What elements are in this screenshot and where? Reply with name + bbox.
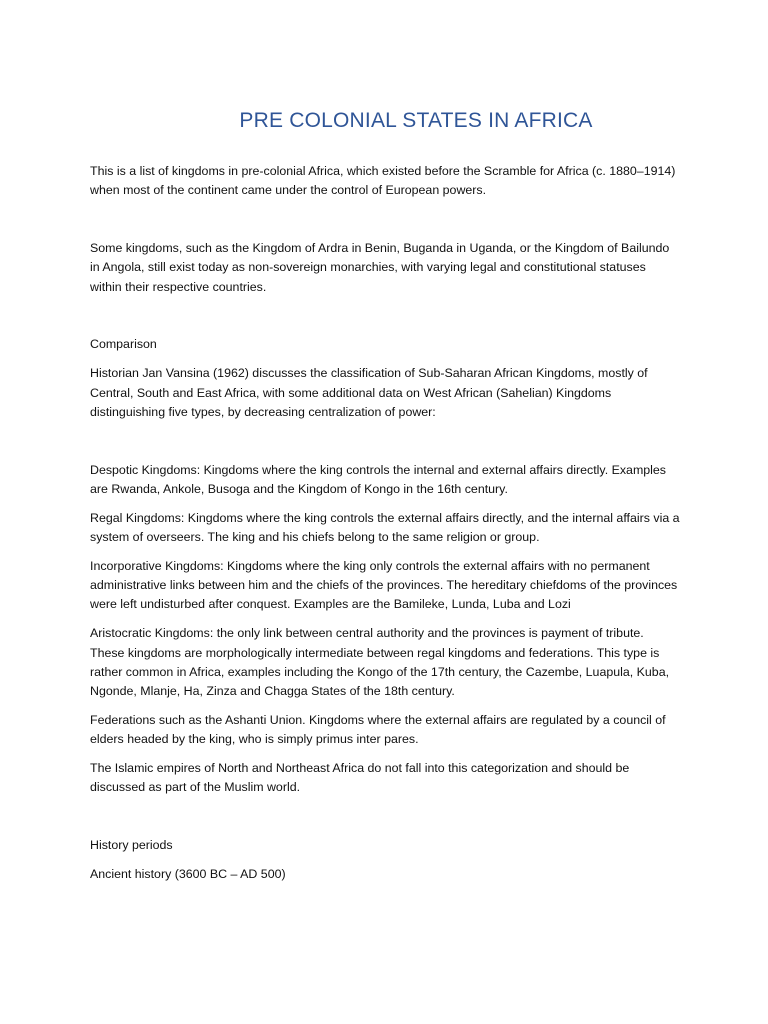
vansina-paragraph: Historian Jan Vansina (1962) discusses the classification of Sub-Saharan African Kingdoms, mostly of Central, South and East Africa, with some additional data on West African (Sahelian) Kingdoms distinguishing five types, by decreasing centralization of power: (90, 366, 648, 419)
document-body (90, 162, 680, 884)
intro-paragraph: This is a list of kingdoms in pre-colonial Africa, which existed before the Scramble for Africa (c. 1880–1914) when most of the continent came under the control of European powers. (90, 164, 676, 198)
ancient-history-heading: Ancient history (3600 BC – AD 500) (90, 866, 286, 881)
despotic-kingdoms-paragraph: Despotic Kingdoms: Kingdoms where the king controls the internal and external affairs directly. Examples are Rwanda, Ankole, Busoga and the Kingdom of Kongo in the 16th century. (90, 462, 666, 496)
history-periods-heading: History periods (90, 838, 173, 853)
existing-kingdoms-paragraph: Some kingdoms, such as the Kingdom of Ardra in Benin, Buganda in Uganda, or the Kingdom of Bailundo in Angola, still exist today as non-sovereign monarchies, with varying legal and constitutional statuses within their respective countries. (90, 241, 670, 294)
aristocratic-kingdoms-paragraph: Aristocratic Kingdoms: the only link between central authority and the provinces is payment of tribute. These kingdoms are morphologically intermediate between regal kingdoms and federations. This type is rather common in Africa, examples including the Kongo of the 17th century, the Cazembe, Luapula, Kuba, Ngonde, Mlanje, Ha, Zinza and Chagga States of the 18th century. (90, 626, 670, 699)
federations-paragraph: Federations such as the Ashanti Union. Kingdoms where the external affairs are regulated by a council of elders headed by the king, who is simply primus inter pares. (90, 712, 666, 747)
islamic-empires-paragraph: The Islamic empires of North and Northeast Africa do not fall into this categorization and should be discussed as part of the Muslim world. (90, 761, 630, 795)
comparison-heading: Comparison (90, 337, 157, 352)
incorporative-kingdoms-paragraph: Incorporative Kingdoms: Kingdoms where the king only controls the external affairs with no permanent administrative links between him and the chiefs of the provinces. The hereditary chiefdoms of the provinces were left undisturbed after conquest. Examples are the Bamileke, Lunda, Luba and Lozi (90, 558, 678, 612)
page-title: PRE COLONIAL STATES IN AFRICA (239, 109, 593, 132)
regal-kingdoms-paragraph: Regal Kingdoms: Kingdoms where the king controls the external affairs directly, and the internal affairs via a system of overseers. The king and his chiefs belong to the same religion or group. (90, 510, 680, 545)
